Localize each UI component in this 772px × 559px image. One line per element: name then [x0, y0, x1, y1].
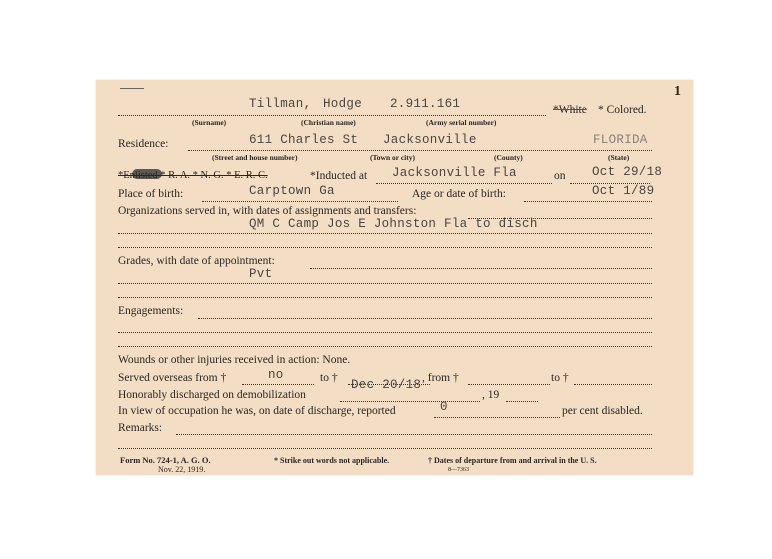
residence-label: Residence:: [118, 138, 169, 150]
street-label: (Street and house number): [212, 153, 298, 162]
town-label: (Town or city): [370, 153, 415, 162]
inducted-label: *Inducted at: [310, 170, 368, 182]
residence-line: [188, 150, 652, 151]
organizations-label: Organizations served in, with dates of assignments and transfers:: [118, 205, 417, 217]
card-number: 1: [674, 84, 681, 99]
overseas-to-label: to †: [320, 372, 338, 384]
organizations-line-2: [118, 233, 652, 234]
on-label: on: [554, 170, 566, 182]
residence-state: FLORIDA: [593, 133, 648, 147]
organizations-value: QM C Camp Jos E Johnston Fla to disch: [249, 217, 538, 231]
discharge-date: Dec 20/18: [351, 378, 422, 392]
dagger-note: † Dates of departure from and arrival in the U. S.: [428, 456, 597, 465]
white-option: *White: [553, 104, 587, 116]
birth-date-label: Age or date of birth:: [412, 188, 506, 200]
overseas-from2-label: , from †: [422, 372, 459, 384]
form-date: Nov. 22, 1919.: [158, 465, 206, 474]
birth-place-value: Carptown Ga: [249, 184, 335, 198]
organizations-line-3: [118, 247, 652, 248]
engagements-line-3: [118, 346, 652, 347]
discharge-line: [340, 401, 480, 402]
birth-place-label: Place of birth:: [118, 188, 184, 200]
grades-line-2: [118, 283, 652, 284]
county-label: (County): [494, 153, 523, 162]
form-number: Form No. 724-1, A. G. O.: [120, 455, 211, 465]
occupation-label: In view of occupation he was, on date of discharge, reported: [118, 405, 396, 417]
overseas-value: no: [268, 368, 284, 382]
overseas-from-line: [242, 384, 314, 385]
inducted-date: Oct 29/18: [592, 165, 663, 179]
grades-line-1: [310, 268, 652, 269]
birth-place-line: [202, 201, 398, 202]
occupation-line: [434, 417, 560, 418]
state-label: (State): [608, 153, 630, 162]
occupation-suffix: per cent disabled.: [562, 405, 643, 417]
service-record-card: [96, 80, 693, 475]
birth-date-line: [524, 201, 652, 202]
residence-town: Jacksonville: [383, 133, 477, 147]
overseas-to2-label: to †: [551, 372, 569, 384]
top-rule: [120, 88, 144, 89]
surname-label: (Surname): [192, 118, 227, 127]
wounds-label: Wounds or other injuries received in action: None.: [118, 354, 351, 366]
strike-note: * Strike out words not applicable.: [274, 456, 390, 465]
remarks-line-1: [176, 434, 652, 435]
engagements-line-2: [118, 332, 652, 333]
inducted-line: [376, 183, 552, 184]
christian-name-value: Hodge: [323, 97, 363, 111]
print-code: 8—7363: [448, 467, 469, 473]
name-line: [118, 115, 546, 116]
grades-label: Grades, with date of appointment:: [118, 255, 275, 267]
serial-number-label: (Army serial number): [426, 118, 497, 127]
grades-line-3: [118, 297, 652, 298]
occupation-value: 0: [440, 400, 448, 414]
remarks-label: Remarks:: [118, 422, 163, 434]
discharge-label: Honorably discharged on demobilization: [118, 389, 306, 401]
serial-number-value: 2.911.161: [390, 97, 461, 111]
overseas-to2-line: [574, 384, 652, 385]
overseas-label: Served overseas from †: [118, 372, 227, 384]
colored-option: * Colored.: [598, 104, 647, 116]
enlisted-options: *Enlisted * R. A. * N. G. * E. R. C.: [118, 170, 268, 181]
residence-street: 611 Charles St: [249, 133, 359, 147]
surname-value: Tillman,: [249, 97, 312, 111]
christian-name-label: (Christian name): [301, 118, 356, 127]
inducted-place: Jacksonville Fla: [392, 166, 517, 180]
grades-value: Pvt: [249, 267, 273, 281]
engagements-line-1: [198, 318, 652, 319]
discharge-year-line: [506, 401, 538, 402]
engagements-label: Engagements:: [118, 305, 184, 317]
birth-date-value: Oct 1/89: [592, 184, 655, 198]
remarks-line-2: [118, 448, 652, 449]
discharge-year: , 19: [482, 389, 500, 401]
overseas-from2-line: [468, 384, 550, 385]
